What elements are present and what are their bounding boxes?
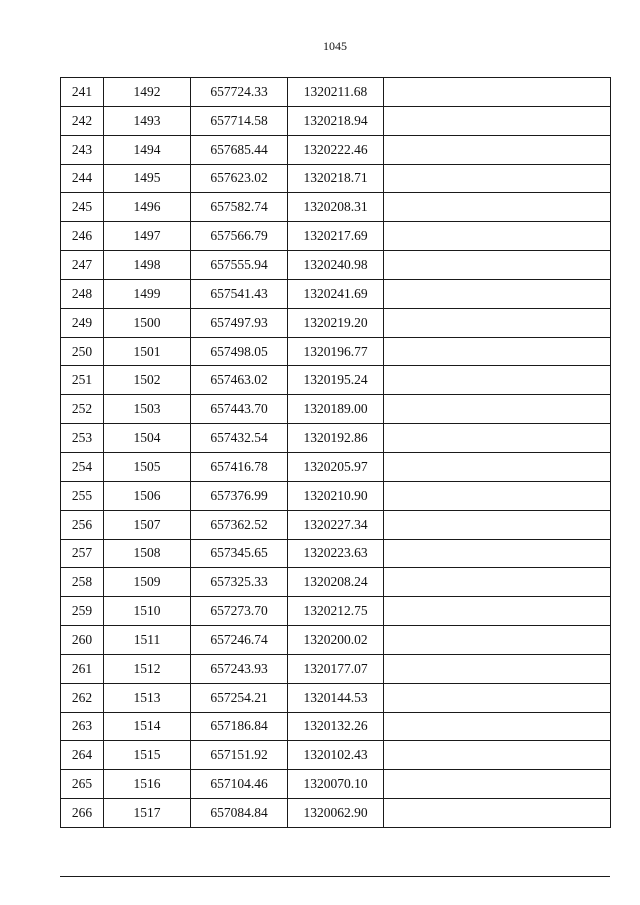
row-index-cell: 258 (61, 568, 104, 597)
table-row (61, 712, 611, 741)
note-cell (384, 712, 611, 741)
row-index-cell: 256 (61, 510, 104, 539)
table-row (61, 799, 611, 828)
table-row (61, 308, 611, 337)
row-index-cell: 259 (61, 597, 104, 626)
table-row (61, 251, 611, 280)
note-cell (384, 135, 611, 164)
point-id-cell: 1517 (104, 799, 191, 828)
y-coordinate-cell: 1320227.34 (288, 510, 384, 539)
note-cell (384, 222, 611, 251)
table-row (61, 337, 611, 366)
point-id-cell: 1502 (104, 366, 191, 395)
note-cell (384, 654, 611, 683)
table-row (61, 683, 611, 712)
table-row (61, 164, 611, 193)
point-id-cell: 1495 (104, 164, 191, 193)
y-coordinate-cell: 1320223.63 (288, 539, 384, 568)
x-coordinate-cell: 657254.21 (191, 683, 288, 712)
x-coordinate-cell: 657186.84 (191, 712, 288, 741)
point-id-cell: 1514 (104, 712, 191, 741)
point-id-cell: 1508 (104, 539, 191, 568)
x-coordinate-cell: 657582.74 (191, 193, 288, 222)
note-cell (384, 78, 611, 107)
y-coordinate-cell: 1320210.90 (288, 481, 384, 510)
x-coordinate-cell: 657714.58 (191, 106, 288, 135)
note-cell (384, 193, 611, 222)
note-cell (384, 539, 611, 568)
coordinate-table-body (61, 78, 611, 828)
x-coordinate-cell: 657246.74 (191, 626, 288, 655)
note-cell (384, 770, 611, 799)
y-coordinate-cell: 1320189.00 (288, 395, 384, 424)
point-id-cell: 1498 (104, 251, 191, 280)
y-coordinate-cell: 1320070.10 (288, 770, 384, 799)
row-index-cell: 249 (61, 308, 104, 337)
point-id-cell: 1505 (104, 452, 191, 481)
note-cell (384, 597, 611, 626)
point-id-cell: 1496 (104, 193, 191, 222)
point-id-cell: 1494 (104, 135, 191, 164)
row-index-cell: 253 (61, 424, 104, 453)
y-coordinate-cell: 1320222.46 (288, 135, 384, 164)
row-index-cell: 255 (61, 481, 104, 510)
note-cell (384, 568, 611, 597)
x-coordinate-cell: 657463.02 (191, 366, 288, 395)
x-coordinate-cell: 657497.93 (191, 308, 288, 337)
table-row (61, 222, 611, 251)
footer-rule (60, 876, 610, 877)
row-index-cell: 257 (61, 539, 104, 568)
note-cell (384, 308, 611, 337)
point-id-cell: 1492 (104, 78, 191, 107)
note-cell (384, 164, 611, 193)
table-row (61, 366, 611, 395)
row-index-cell: 243 (61, 135, 104, 164)
point-id-cell: 1512 (104, 654, 191, 683)
row-index-cell: 261 (61, 654, 104, 683)
row-index-cell: 250 (61, 337, 104, 366)
y-coordinate-cell: 1320218.94 (288, 106, 384, 135)
point-id-cell: 1507 (104, 510, 191, 539)
row-index-cell: 248 (61, 279, 104, 308)
y-coordinate-cell: 1320208.31 (288, 193, 384, 222)
point-id-cell: 1504 (104, 424, 191, 453)
x-coordinate-cell: 657432.54 (191, 424, 288, 453)
note-cell (384, 424, 611, 453)
point-id-cell: 1513 (104, 683, 191, 712)
row-index-cell: 254 (61, 452, 104, 481)
point-id-cell: 1515 (104, 741, 191, 770)
y-coordinate-cell: 1320241.69 (288, 279, 384, 308)
table-row (61, 193, 611, 222)
row-index-cell: 265 (61, 770, 104, 799)
table-row (61, 395, 611, 424)
x-coordinate-cell: 657273.70 (191, 597, 288, 626)
coordinate-table (60, 77, 611, 828)
x-coordinate-cell: 657325.33 (191, 568, 288, 597)
point-id-cell: 1497 (104, 222, 191, 251)
row-index-cell: 252 (61, 395, 104, 424)
row-index-cell: 245 (61, 193, 104, 222)
x-coordinate-cell: 657416.78 (191, 452, 288, 481)
row-index-cell: 244 (61, 164, 104, 193)
x-coordinate-cell: 657724.33 (191, 78, 288, 107)
note-cell (384, 799, 611, 828)
x-coordinate-cell: 657084.84 (191, 799, 288, 828)
table-row (61, 279, 611, 308)
point-id-cell: 1500 (104, 308, 191, 337)
x-coordinate-cell: 657498.05 (191, 337, 288, 366)
note-cell (384, 337, 611, 366)
y-coordinate-cell: 1320144.53 (288, 683, 384, 712)
x-coordinate-cell: 657376.99 (191, 481, 288, 510)
note-cell (384, 481, 611, 510)
row-index-cell: 251 (61, 366, 104, 395)
x-coordinate-cell: 657104.46 (191, 770, 288, 799)
note-cell (384, 510, 611, 539)
x-coordinate-cell: 657151.92 (191, 741, 288, 770)
y-coordinate-cell: 1320218.71 (288, 164, 384, 193)
x-coordinate-cell: 657685.44 (191, 135, 288, 164)
x-coordinate-cell: 657443.70 (191, 395, 288, 424)
x-coordinate-cell: 657362.52 (191, 510, 288, 539)
note-cell (384, 741, 611, 770)
x-coordinate-cell: 657243.93 (191, 654, 288, 683)
point-id-cell: 1516 (104, 770, 191, 799)
point-id-cell: 1506 (104, 481, 191, 510)
table-row (61, 135, 611, 164)
x-coordinate-cell: 657345.65 (191, 539, 288, 568)
y-coordinate-cell: 1320200.02 (288, 626, 384, 655)
row-index-cell: 247 (61, 251, 104, 280)
row-index-cell: 263 (61, 712, 104, 741)
row-index-cell: 242 (61, 106, 104, 135)
table-row (61, 539, 611, 568)
y-coordinate-cell: 1320062.90 (288, 799, 384, 828)
y-coordinate-cell: 1320205.97 (288, 452, 384, 481)
note-cell (384, 251, 611, 280)
y-coordinate-cell: 1320219.20 (288, 308, 384, 337)
row-index-cell: 266 (61, 799, 104, 828)
row-index-cell: 262 (61, 683, 104, 712)
x-coordinate-cell: 657555.94 (191, 251, 288, 280)
table-row (61, 568, 611, 597)
row-index-cell: 241 (61, 78, 104, 107)
note-cell (384, 626, 611, 655)
note-cell (384, 366, 611, 395)
note-cell (384, 395, 611, 424)
row-index-cell: 260 (61, 626, 104, 655)
table-row (61, 654, 611, 683)
table-row (61, 452, 611, 481)
table-row (61, 597, 611, 626)
y-coordinate-cell: 1320195.24 (288, 366, 384, 395)
row-index-cell: 246 (61, 222, 104, 251)
note-cell (384, 106, 611, 135)
point-id-cell: 1503 (104, 395, 191, 424)
x-coordinate-cell: 657541.43 (191, 279, 288, 308)
x-coordinate-cell: 657566.79 (191, 222, 288, 251)
table-row (61, 106, 611, 135)
table-row (61, 770, 611, 799)
y-coordinate-cell: 1320192.86 (288, 424, 384, 453)
row-index-cell: 264 (61, 741, 104, 770)
y-coordinate-cell: 1320240.98 (288, 251, 384, 280)
table-row (61, 424, 611, 453)
note-cell (384, 279, 611, 308)
y-coordinate-cell: 1320212.75 (288, 597, 384, 626)
table-row (61, 510, 611, 539)
note-cell (384, 683, 611, 712)
table-row (61, 626, 611, 655)
y-coordinate-cell: 1320132.26 (288, 712, 384, 741)
point-id-cell: 1510 (104, 597, 191, 626)
y-coordinate-cell: 1320217.69 (288, 222, 384, 251)
point-id-cell: 1509 (104, 568, 191, 597)
y-coordinate-cell: 1320102.43 (288, 741, 384, 770)
note-cell (384, 452, 611, 481)
y-coordinate-cell: 1320196.77 (288, 337, 384, 366)
point-id-cell: 1493 (104, 106, 191, 135)
point-id-cell: 1501 (104, 337, 191, 366)
x-coordinate-cell: 657623.02 (191, 164, 288, 193)
y-coordinate-cell: 1320211.68 (288, 78, 384, 107)
y-coordinate-cell: 1320208.24 (288, 568, 384, 597)
point-id-cell: 1511 (104, 626, 191, 655)
point-id-cell: 1499 (104, 279, 191, 308)
page-number: 1045 (323, 39, 347, 53)
table-row (61, 481, 611, 510)
table-row (61, 741, 611, 770)
y-coordinate-cell: 1320177.07 (288, 654, 384, 683)
table-row (61, 78, 611, 107)
